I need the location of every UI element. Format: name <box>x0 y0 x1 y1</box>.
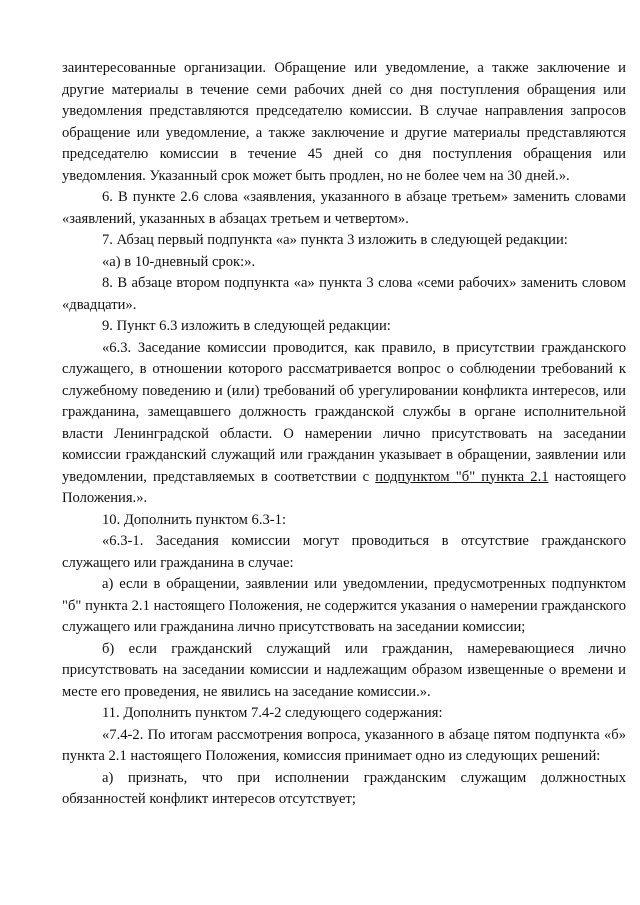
paragraph <box>62 230 626 252</box>
document-body <box>62 58 626 811</box>
paragraph <box>62 58 626 187</box>
paragraph-text: 8. В абзаце втором подпункта «а» пункта 3 слова «семи рабочих» заменить словом «двадцати». <box>62 275 626 313</box>
paragraph <box>62 187 626 230</box>
paragraph <box>62 338 626 510</box>
paragraph <box>62 703 626 725</box>
reference-link[interactable]: подпунктом "б" пункта 2.1 <box>375 468 549 485</box>
paragraph-text: а) если в обращении, заявлении или уведомлении, предусмотренных подпунктом "б" пункта 2.1 настоящего Положения, не содержится указания о намерении гражданского служащего или гражданина лично присутствовать на заседании комиссии; <box>62 576 626 635</box>
paragraph-text: 7. Абзац первый подпункта «а» пункта 3 изложить в следующей редакции: <box>102 232 568 248</box>
paragraph <box>62 725 626 768</box>
paragraph-text: «6.3-1. Заседания комиссии могут проводиться в отсутствие гражданского служащего или гражданина в случае: <box>62 533 626 571</box>
paragraph <box>62 574 626 639</box>
paragraph-text: 11. Дополнить пунктом 7.4-2 следующего содержания: <box>102 705 443 721</box>
paragraph <box>62 531 626 574</box>
paragraph-text: 9. Пункт 6.3 изложить в следующей редакции: <box>102 318 391 334</box>
paragraph-text: «а) в 10-дневный срок:». <box>102 253 256 270</box>
paragraph-text: 6. В пункте 2.6 слова «заявления, указанного в абзаце третьем» заменить словами «заявлений, указанных в абзацах третьем и четвертом». <box>62 189 626 227</box>
paragraph <box>62 510 626 532</box>
paragraph-text: 10. Дополнить пунктом 6.3-1: <box>102 511 286 528</box>
paragraph-text: «7.4-2. По итогам рассмотрения вопроса, указанного в абзаце пятом подпункта «б» пункта 2.1 настоящего Положения, комиссия принимает одно из следующих решений: <box>62 726 626 764</box>
paragraph-text: «6.3. Заседание комиссии проводится, как правило, в присутствии гражданского служащего, в отношении которого рассматривается вопрос о соблюдении требований к служебному поведению и (или) требований об урегулировании конфликта интересов, или гражданина, замещавшего должность гражданской службы в органе исполнительной власти Ленинградской области. О намерении лично присутствовать на заседании комиссии гражданский служащий или гражданин указывает в обращении, заявлении или уведомлении, представляемых в соответствии с <box>62 339 626 485</box>
paragraph <box>62 316 626 338</box>
paragraph-text: заинтересованные организации. Обращение или уведомление, а также заключение и другие материалы в течение семи рабочих дней со дня поступления обращения или уведомления представляются председателю комиссии. В случае направления запросов обращение или уведомление, а также заключение и другие материалы представляются председателю комиссии в течение 45 дней со дня поступления обращения или уведомления. Указанный срок может быть продлен, но не более чем на 30 дней.». <box>62 60 626 184</box>
paragraph-text: настоящего Положения.». <box>62 468 626 506</box>
paragraph <box>62 768 626 811</box>
paragraph <box>62 273 626 316</box>
paragraph <box>62 252 626 274</box>
paragraph <box>62 639 626 704</box>
paragraph-text: а) признать, что при исполнении гражданским служащим должностных обязанностей конфликт интересов отсутствует; <box>62 769 626 807</box>
paragraph-text: б) если гражданский служащий или гражданин, намеревающиеся лично присутствовать на заседании комиссии и надлежащим образом извещенные о времени и месте его проведения, не явились на заседание комиссии.». <box>62 640 626 700</box>
